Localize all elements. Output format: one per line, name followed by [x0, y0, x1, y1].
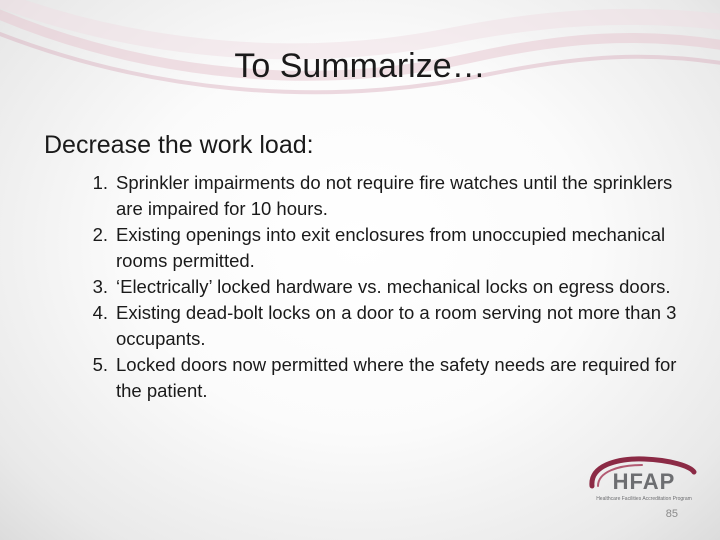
- list-item: [72, 300, 682, 352]
- slide-title: To Summarize…: [234, 47, 486, 85]
- list-item-number: 3.: [92, 276, 108, 297]
- hfap-logo: [586, 456, 698, 506]
- list-item-number: 4.: [92, 302, 108, 323]
- list-item: [72, 222, 682, 274]
- numbered-list: [72, 170, 682, 404]
- list-item: [72, 352, 682, 404]
- list-item-number: 5.: [92, 354, 108, 375]
- list-item-text: Sprinkler impairments do not require fire watches until the sprinklers are impaired for 10 hours.: [116, 172, 673, 219]
- hfap-logo-wordmark: HFAP: [612, 469, 676, 494]
- hfap-logo-tagline: Healthcare Facilities Accreditation Program: [596, 496, 692, 502]
- list-item: [72, 274, 682, 300]
- list-item-text: ‘Electrically’ locked hardware vs. mechanical locks on egress doors.: [116, 276, 671, 297]
- list-item-number: 2.: [92, 224, 108, 245]
- list-item-text: Existing dead-bolt locks on a door to a room serving not more than 3 occupants.: [116, 302, 677, 349]
- list-item-number: 1.: [92, 172, 108, 193]
- list-item-text: Locked doors now permitted where the safety needs are required for the patient.: [116, 354, 677, 401]
- slide-heading: Decrease the work load:: [44, 131, 314, 159]
- list-item-text: Existing openings into exit enclosures from unoccupied mechanical rooms permitted.: [116, 224, 666, 271]
- list-item: [72, 170, 682, 222]
- page-number: 85: [665, 508, 678, 520]
